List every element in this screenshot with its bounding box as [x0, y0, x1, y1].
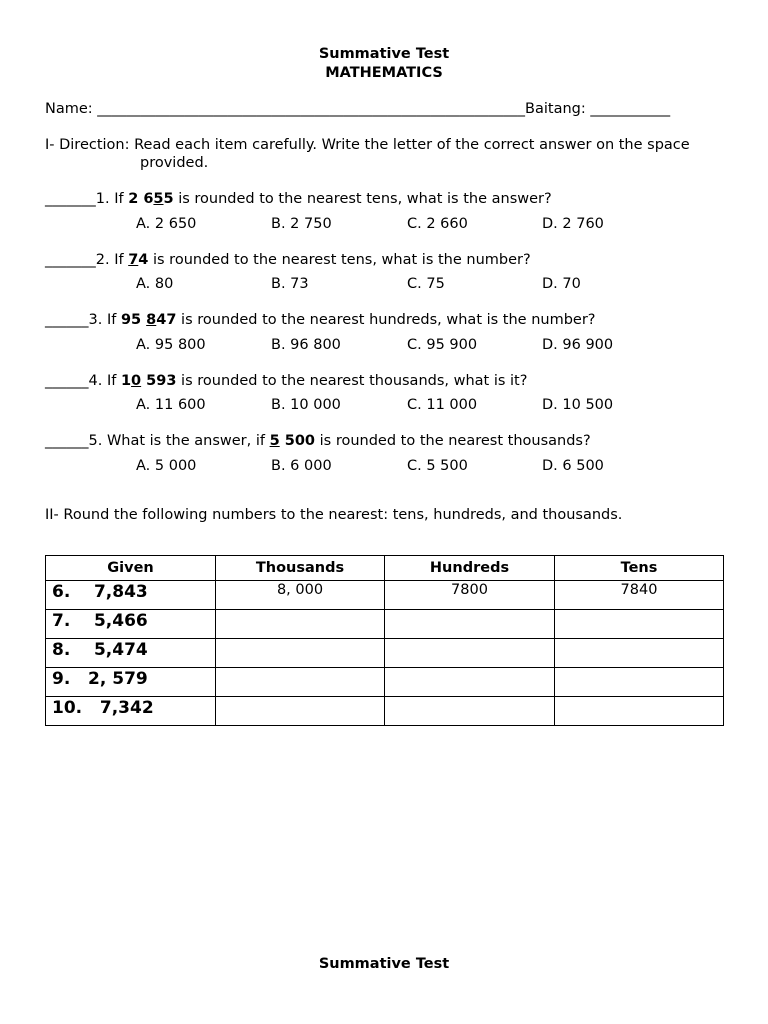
header-hundreds: Hundreds	[385, 556, 555, 581]
tens-cell[interactable]	[555, 639, 724, 668]
choice-d: D. 96 900	[542, 337, 614, 353]
given-cell: 9. 2, 579	[46, 668, 216, 697]
choice-c: C. 75	[407, 276, 445, 292]
tens-cell[interactable]: 7840	[555, 581, 724, 610]
question-text: is rounded to the nearest thousands?	[315, 433, 591, 449]
thousands-cell[interactable]	[216, 668, 385, 697]
choice-a: A. 95 800	[136, 337, 206, 353]
name-label: Name:	[45, 101, 98, 117]
choice-b: B. 10 000	[271, 397, 341, 413]
choice-b: B. 96 800	[271, 337, 341, 353]
hundreds-cell[interactable]	[385, 610, 555, 639]
header-given: Given	[46, 556, 216, 581]
tens-cell[interactable]	[555, 697, 724, 726]
choice-d: D. 10 500	[542, 397, 614, 413]
choice-a: A. 80	[136, 276, 174, 292]
answer-blank[interactable]: ______	[45, 312, 89, 328]
choice-c: C. 5 500	[407, 458, 468, 474]
choice-c: C. 11 000	[407, 397, 478, 413]
name-line	[45, 101, 670, 117]
choice-d: D. 2 760	[542, 216, 604, 232]
direction-line-2: provided.	[140, 155, 209, 171]
table-row	[46, 581, 724, 610]
answer-blank[interactable]: _______	[45, 252, 96, 268]
tens-cell[interactable]	[555, 610, 724, 639]
thousands-cell[interactable]: 8, 000	[216, 581, 385, 610]
table-row	[46, 639, 724, 668]
question-number: 2. If	[95, 252, 129, 268]
question-3: ______3. If 95 847 is rounded to the nearest hundreds, what is the number?	[45, 312, 596, 328]
question-text: is rounded to the nearest hundreds, what is the number?	[176, 312, 596, 328]
question-2: _______2. If 74 is rounded to the nearest tens, what is the number?	[45, 252, 531, 268]
thousands-cell[interactable]	[216, 697, 385, 726]
question-number: 3. If	[88, 312, 121, 328]
choice-c: C. 2 660	[407, 216, 468, 232]
choice-b: B. 73	[271, 276, 309, 292]
given-cell: 8. 5,474	[46, 639, 216, 668]
table-row	[46, 610, 724, 639]
thousands-cell[interactable]	[216, 639, 385, 668]
rounding-table	[45, 555, 724, 726]
header-thousands: Thousands	[216, 556, 385, 581]
subject-title: MATHEMATICS	[325, 65, 443, 81]
choice-a: A. 11 600	[136, 397, 206, 413]
footer-title: Summative Test	[318, 956, 450, 972]
question-text: is rounded to the nearest tens, what is the answer?	[173, 191, 552, 207]
given-cell: 10. 7,342	[46, 697, 216, 726]
grade-label: Baitang:	[525, 101, 591, 117]
question-number: 5. What is the answer, if	[88, 433, 270, 449]
hundreds-cell[interactable]	[385, 697, 555, 726]
answer-blank[interactable]: ______	[45, 433, 89, 449]
choice-a: A. 5 000	[136, 458, 197, 474]
grade-blank[interactable]: ___________	[590, 101, 671, 117]
hundreds-cell[interactable]	[385, 639, 555, 668]
question-1: _______1. If 2 655 is rounded to the nearest tens, what is the answer?	[45, 191, 552, 207]
thousands-cell[interactable]	[216, 610, 385, 639]
table-row	[46, 668, 724, 697]
tens-cell[interactable]	[555, 668, 724, 697]
hundreds-cell[interactable]: 7800	[385, 581, 555, 610]
question-number: 4. If	[88, 373, 121, 389]
choice-b: B. 2 750	[271, 216, 332, 232]
choice-b: B. 6 000	[271, 458, 332, 474]
part2-direction: II- Round the following numbers to the nearest: tens, hundreds, and thousands.	[45, 507, 623, 523]
direction-line-1: I- Direction: Read each item carefully. Write the letter of the correct answer on the space	[45, 137, 690, 153]
header-tens: Tens	[555, 556, 724, 581]
table-row	[46, 697, 724, 726]
question-number: 1. If	[95, 191, 129, 207]
test-title: Summative Test	[318, 46, 450, 62]
hundreds-cell[interactable]	[385, 668, 555, 697]
given-cell: 6. 7,843	[46, 581, 216, 610]
given-cell: 7. 5,466	[46, 610, 216, 639]
table-header-row	[46, 556, 724, 581]
choice-d: D. 70	[542, 276, 581, 292]
question-text: is rounded to the nearest thousands, what is it?	[176, 373, 528, 389]
choice-c: C. 95 900	[407, 337, 478, 353]
answer-blank[interactable]: _______	[45, 191, 96, 207]
name-blank[interactable]: ___________________________________________________________	[97, 101, 526, 117]
choice-d: D. 6 500	[542, 458, 604, 474]
choice-a: A. 2 650	[136, 216, 197, 232]
answer-blank[interactable]: ______	[45, 373, 89, 389]
question-4: ______4. If 10 593 is rounded to the nearest thousands, what is it?	[45, 373, 528, 389]
question-text: is rounded to the nearest tens, what is the number?	[148, 252, 531, 268]
question-5: ______5. What is the answer, if 5 500 is rounded to the nearest thousands?	[45, 433, 591, 449]
